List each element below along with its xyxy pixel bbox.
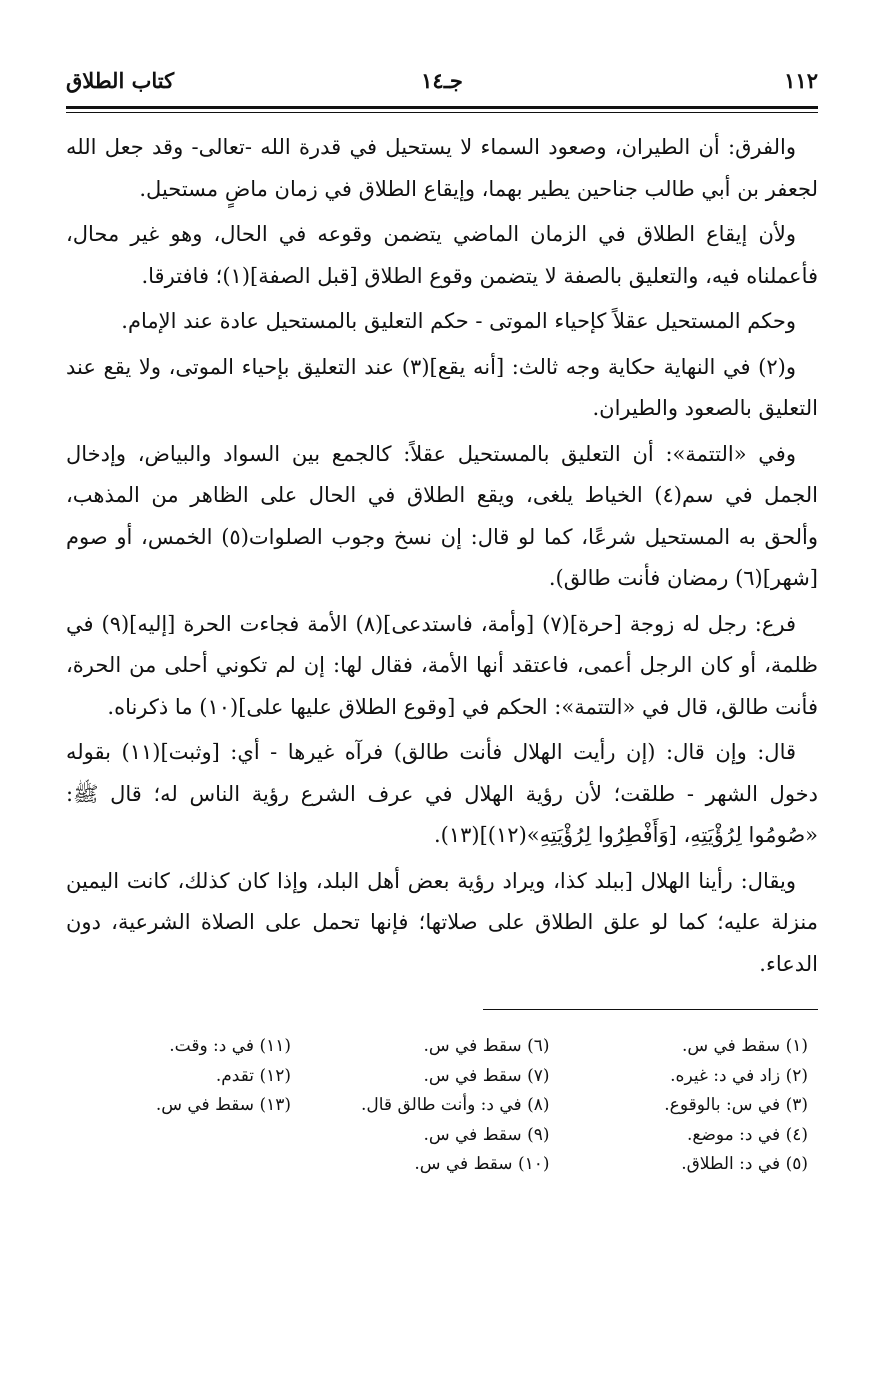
footnote: (٨) في د: وأنت طالق قال. <box>360 1095 550 1115</box>
footnote: (٣) في س: بالوقوع. <box>664 1095 808 1115</box>
paragraph: والفرق: أن الطيران، وصعود السماء لا يستحيل في قدرة الله -تعالى- وقد جعل الله لجعفر بن أبي طالب جناحين يطير بهما، وإيقاع الطلاق في زمان ماضٍ مستحيل. <box>66 135 818 201</box>
footnote: (١٢) تقدم. <box>215 1065 291 1086</box>
footnote: (٦) سقط في س. <box>423 1036 550 1056</box>
footnote-separator <box>483 1009 818 1010</box>
footnote: (١٠) سقط في س. <box>414 1154 550 1174</box>
footnote: (١١) في د: وقت. <box>169 1036 291 1056</box>
footnote-column-3 <box>76 1032 291 1180</box>
footnotes <box>66 1032 818 1180</box>
footnote: (٢) زاد في د: غيره. <box>670 1065 808 1086</box>
footnote: (٩) سقط في س. <box>423 1124 550 1145</box>
footnote: (٥) في د: الطلاق. <box>681 1154 808 1174</box>
header-rule-thin <box>66 112 818 113</box>
main-text <box>66 127 818 985</box>
paragraph: قال: وإن قال: (إن رأيت الهلال فأنت طالق) فرآه غيرها - أي: [وثبت](١١) بقوله دخول الشهر - طلقت؛ لأن رؤية الهلال في عرف الشرع رؤية الناس له؛ قال ﷺ: «صُومُوا لِرُؤْيَتِهِ، [وَأَفْطِرُوا لِرُؤْيَتِهِ»(١٢)](١٣). <box>66 740 818 847</box>
paragraph: و(٢) في النهاية حكاية وجه ثالث: [أنه يقع](٣) عند التعليق بإحياء الموتى، ولا يقع عند التعليق بالصعود والطيران. <box>66 354 818 420</box>
paragraph: ويقال: رأينا الهلال [ببلد كذا، ويراد رؤية بعض أهل البلد، وإذا كان كذلك، كانت اليمين منزلة عليه؛ كما لو علق الطلاق على صلاتها؛ فإنها تحمل على الصلاة الشرعية، دون الدعاء. <box>66 868 818 976</box>
footnote: (١٣) سقط في س. <box>155 1095 291 1115</box>
running-header <box>66 62 818 102</box>
paragraph: وحكم المستحيل عقلاً كإحياء الموتى - حكم التعليق بالمستحيل عادة عند الإمام. <box>121 309 796 333</box>
page-number: ١١٢ <box>784 68 818 93</box>
header-rule-thick <box>66 106 818 109</box>
paragraph: وفي «التتمة»: أن التعليق بالمستحيل عقلاً: كالجمع بين السواد والبياض، وإدخال الجمل في سم(٤) الخياط يلغى، ويقع الطلاق في الحال على الظاهر من المذهب، وألحق به المستحيل شرعًا، كما لو قال: إن نسخ وجوب الصلوات(٥) الخمس، أو صوم [شهر](٦) رمضان فأنت طالق). <box>66 441 818 590</box>
book-page <box>66 62 818 1180</box>
book-title: كتاب الطلاق <box>66 68 175 93</box>
paragraph: ولأن إيقاع الطلاق في الزمان الماضي يتضمن وقوعه في الحال، وهو غير محال، فأعملناه فيه، والتعليق بالصفة لا يتضمن وقوع الطلاق [قبل الصفة](١)؛ فافترقا. <box>66 222 818 288</box>
footnote-column-2 <box>335 1032 550 1180</box>
footnote: (٧) سقط في س. <box>423 1065 550 1086</box>
footnote: (٤) في د: موضع. <box>687 1124 808 1145</box>
footnote: (١) سقط في س. <box>681 1036 808 1056</box>
paragraph: فرع: رجل له زوجة [حرة](٧) [وأمة، فاستدعى](٨) الأمة فجاءت الحرة [إليه](٩) في ظلمة، أو كان الرجل أعمى، فاعتقد أنها الأمة، فقال لها: إن لم تكوني أحلى من الحرة، فأنت طالق، قال في «التتمة»: الحكم في [وقوع الطلاق عليها على](١٠) ما ذكرناه. <box>66 611 818 719</box>
footnote-column-1 <box>593 1032 808 1180</box>
volume-number: جـ١٤ <box>421 68 463 93</box>
